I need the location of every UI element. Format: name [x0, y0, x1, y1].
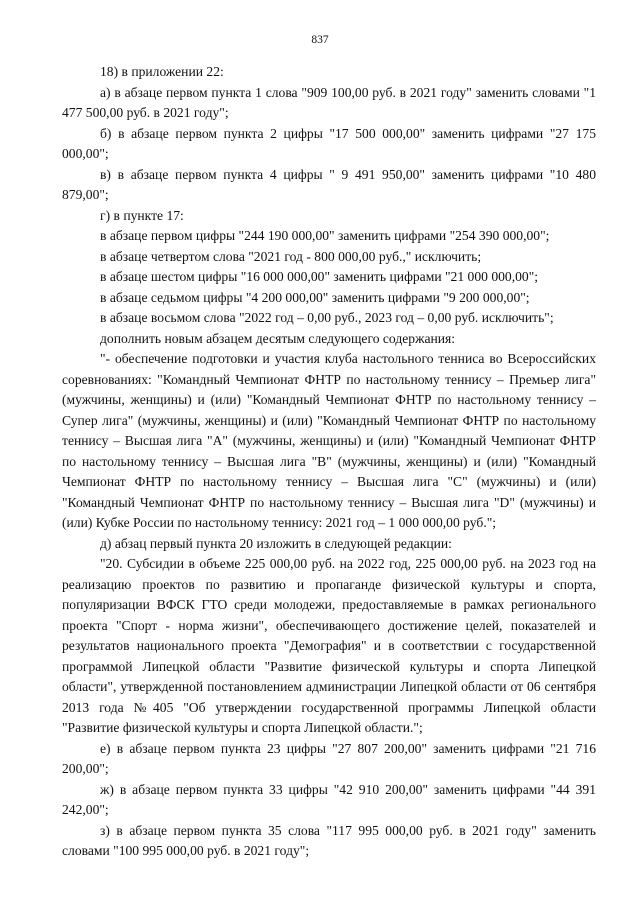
- paragraph-g-add-tenth: дополнить новым абзацем десятым следующего содержания:: [100, 330, 456, 346]
- paragraph-subitem-e: е) в абзаце первом пункта 23 цифры "27 807 200,00" заменить цифрами "21 716 200,00";: [62, 740, 596, 776]
- paragraph-g-fourth: в абзаце четвертом слова "2021 год - 800 000,00 руб.," исключить;: [100, 248, 482, 264]
- paragraph-g-seventh: в абзаце седьмом цифры "4 200 000,00" заменить цифрами "9 200 000,00";: [100, 289, 530, 305]
- paragraph-quoted-tennis: "- обеспечение подготовки и участия клуба настольного тенниса во Всероссийских соревнованиях: "Командный Чемпионат ФНТР по настольному теннису – Премьер лига" (мужчины, женщины) и (или) "Командный Чемпионат ФНТР по настольному теннису – Супер лига" (мужчины, женщины) и (или) "Командный Чемпионат ФНТР по настольному теннису – Высшая лига "А" (мужчины, женщины) и (или) "Командный Чемпионат ФНТР по настольному теннису – Высшая лига "В" (мужчины, женщины) и (или) "Командный Чемпионат ФНТР по настольному теннису – Высшая лига "С" (мужчины) и (или) "Командный Чемпионат ФНТР по настольному теннису – Высшая лига "D" (мужчины) и (или) Кубке России по настольному теннису: 2021 год – 1 000 000,00 руб.";: [62, 351, 596, 530]
- paragraph-g-sixth: в абзаце шестом цифры "16 000 000,00" заменить цифрами "21 000 000,00";: [100, 269, 539, 284]
- paragraph-quoted-item-20: "20. Субсидии в объеме 225 000,00 руб. на 2022 год, 225 000,00 руб. на 2023 год на реализацию проектов по развитию и пропаганде физической культуры и спорта, популяризации ВФСК ГТО среди молодежи, предоставляемые в рамках регионального проекта "Спорт - норма жизни", обеспечивающего достижение целей, показателей и результатов национального проекта "Демография" и в соответствии с государственной программой Липецкой области "Развитие физической культуры и спорта Липецкой области", утвержденной постановлением администрации Липецкой области от 06 сентября 2013 года №405 "Об утверждении государственной программы Липецкой области "Развитие физической культуры и спорта Липецкой области.";: [62, 556, 596, 735]
- paragraph-subitem-v: в) в абзаце первом пункта 4 цифры " 9 491 950,00" заменить цифрами "10 480 879,00";: [62, 166, 596, 202]
- paragraph-subitem-g: г) в пункте 17:: [100, 207, 184, 223]
- paragraph-g-first: в абзаце первом цифры "244 190 000,00" заменить цифрами "254 390 000,00";: [100, 228, 550, 243]
- document-body: [62, 62, 596, 862]
- paragraph-subitem-b: б) в абзаце первом пункта 2 цифры "17 500 000,00" заменить цифрами "27 175 000,00";: [62, 125, 596, 161]
- paragraph-subitem-d: д) абзац первый пункта 20 изложить в следующей редакции:: [100, 535, 452, 551]
- paragraph-subitem-a: а) в абзаце первом пункта 1 слова "909 100,00 руб. в 2021 году" заменить словами "1 477 500,00 руб. в 2021 году";: [62, 84, 596, 120]
- paragraph-subitem-zh: ж) в абзаце первом пункта 33 цифры "42 910 200,00" заменить цифрами "44 391 242,00";: [62, 781, 596, 817]
- paragraph-subitem-z: з) в абзаце первом пункта 35 слова "117 995 000,00 руб. в 2021 году" заменить словами "100 995 000,00 руб. в 2021 году";: [62, 822, 596, 858]
- page-number: 837: [311, 34, 329, 46]
- paragraph-item-18: 18) в приложении 22:: [100, 64, 224, 79]
- paragraph-g-eighth: в абзаце восьмом слова "2022 год – 0,00 руб., 2023 год – 0,00 руб. исключить";: [100, 310, 554, 325]
